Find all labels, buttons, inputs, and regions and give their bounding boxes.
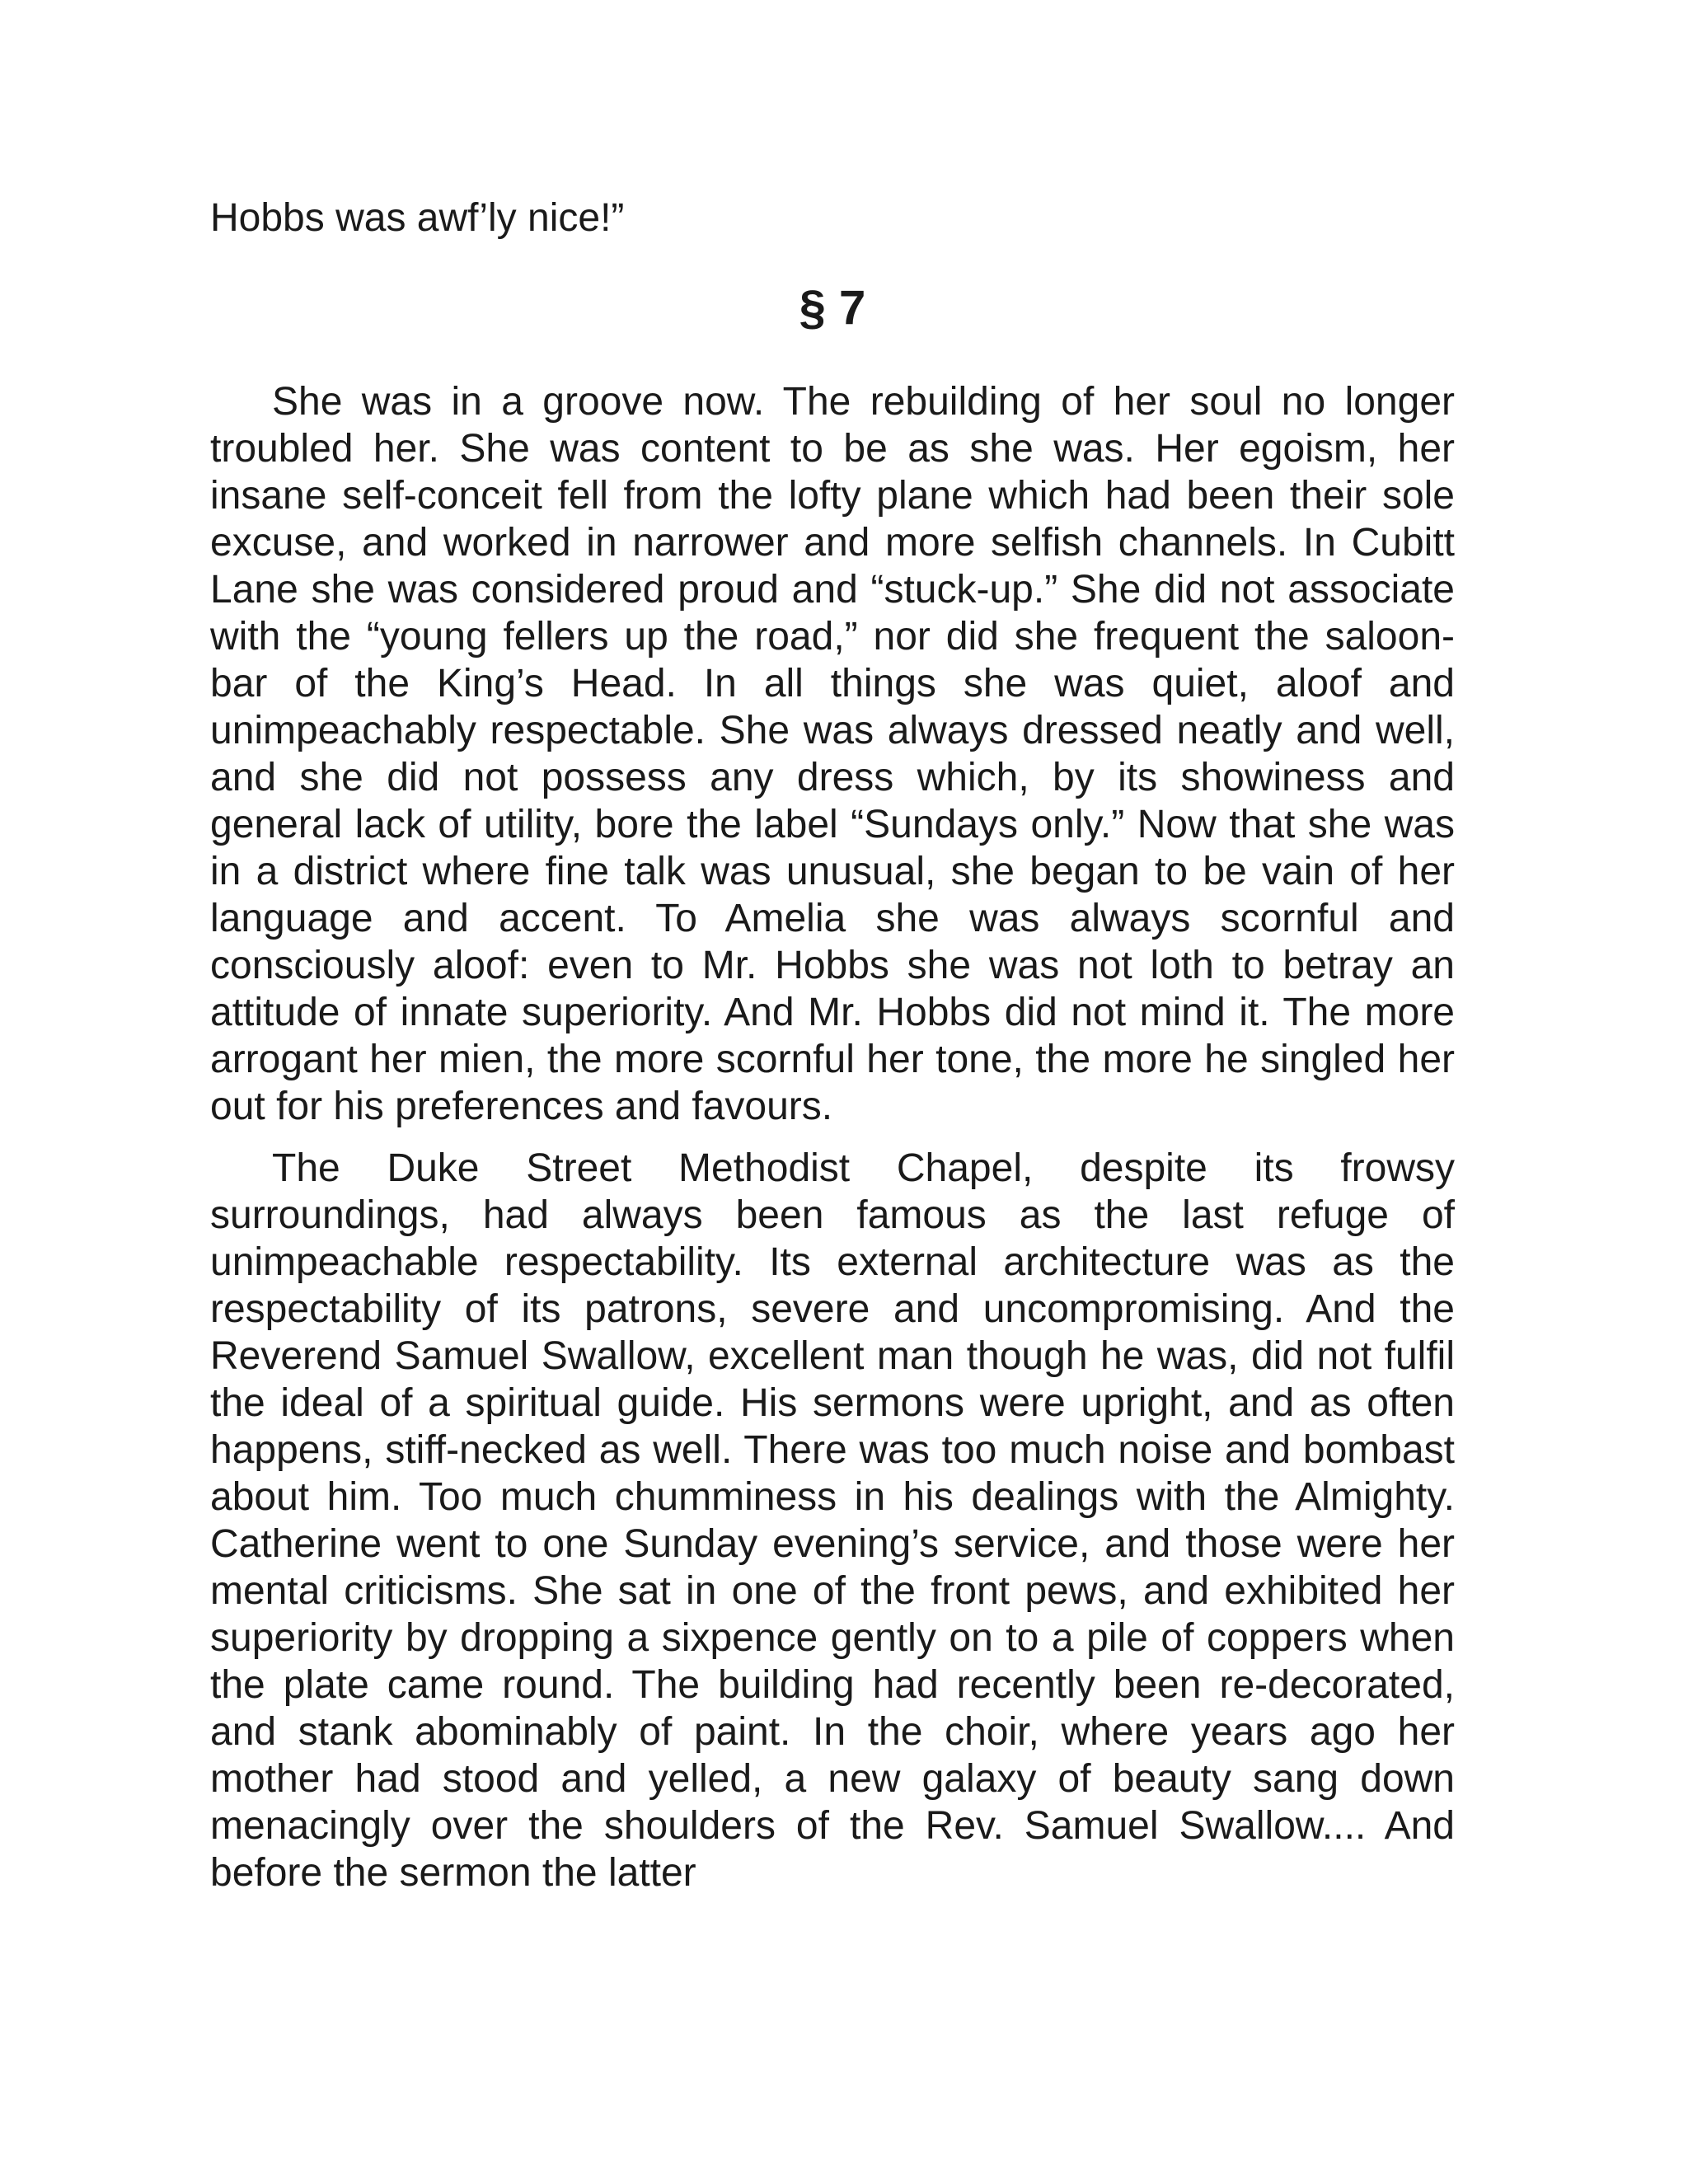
book-page <box>210 194 1455 1896</box>
paragraph: She was in a groove now. The rebuilding of her soul no longer troubled her. She was content to be as she was. Her egoism, her insane self-conceit fell from the lofty plane which had been their sole excuse, and worked in narrower and more selfish channels. In Cubitt Lane she was considered proud and “stuck-up.” She did not associate with the “young fellers up the road,” nor did she frequent the saloon-bar of the King’s Head. In all things she was quiet, aloof and unimpeachably respectable. She was always dressed neatly and well, and she did not possess any dress which, by its showiness and general lack of utility, bore the label “Sundays only.” Now that she was in a district where fine talk was unusual, she began to be vain of her language and accent. To Amelia she was always scornful and consciously aloof: even to Mr. Hobbs she was not loth to betray an attitude of innate superiority. And Mr. Hobbs did not mind it. The more arrogant her mien, the more scornful her tone, the more he singled her out for his preferences and favours. <box>210 380 1455 1128</box>
section-heading: § 7 <box>799 281 866 335</box>
paragraph: The Duke Street Methodist Chapel, despite its frowsy surroundings, had always been famous as the last refuge of unimpeachable respectability. Its external architecture was as the respectability of its patrons, severe and uncompromising. And the Reverend Samuel Swallow, excellent man though he was, did not fulfil the ideal of a spiritual guide. His sermons were upright, and as often happens, stiff-necked as well. There was too much noise and bombast about him. Too much chumminess in his dealings with the Almighty. Catherine went to one Sunday evening’s service, and those were her mental criticisms. She sat in one of the front pews, and exhibited her superiority by dropping a sixpence gently on to a pile of coppers when the plate came round. The building had recently been re-decorated, and stank abominably of paint. In the choir, where years ago her mother had stood and yelled, a new galaxy of beauty sang down menacingly over the shoulders of the Rev. Samuel Swallow.... And before the sermon the latter <box>210 1146 1455 1895</box>
continuation-line: Hobbs was awf’ly nice!” <box>210 196 625 240</box>
